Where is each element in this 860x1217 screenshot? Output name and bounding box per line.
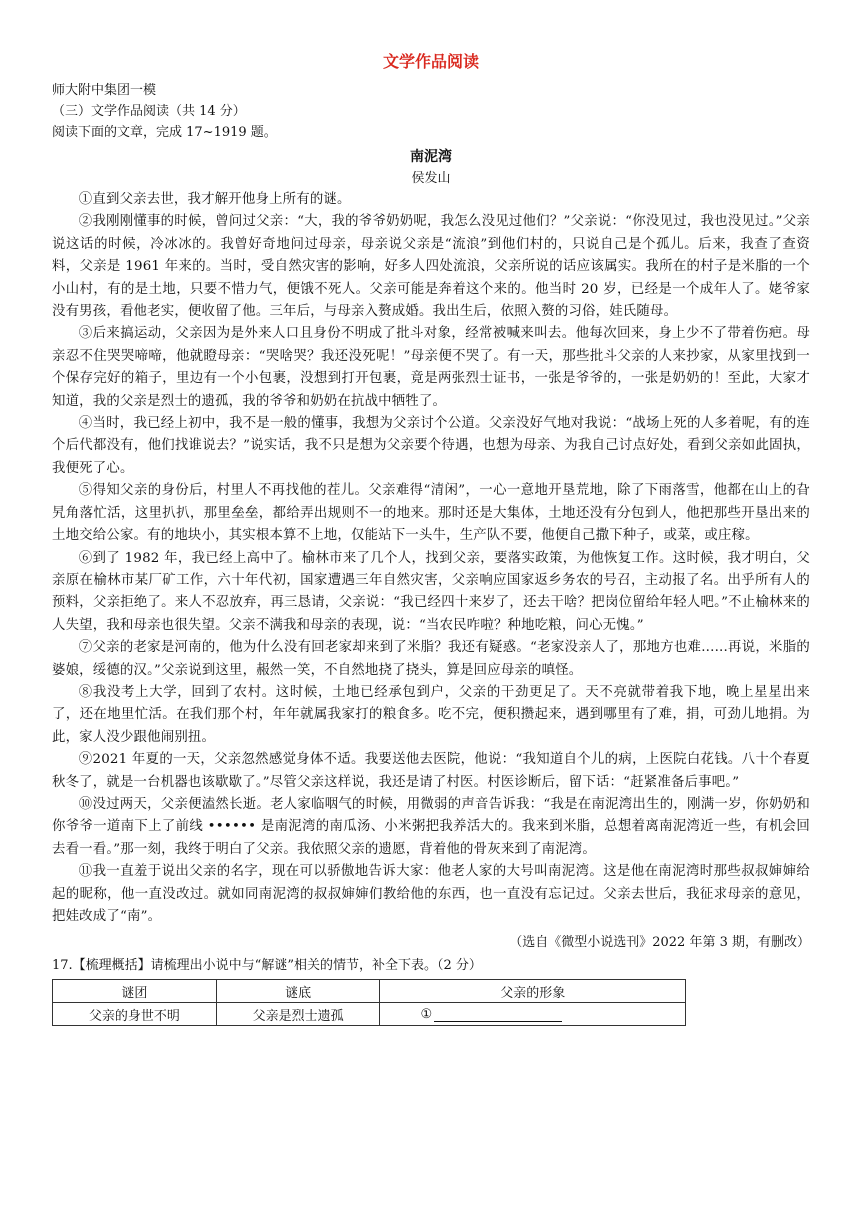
- table-header-cell: 父亲的形象: [380, 980, 686, 1003]
- paragraph-8: ⑧我没考上大学，回到了农村。这时候，土地已经承包到户，父亲的干劲更足了。天不亮就带着我下地，晚上星星出来了，还在地里忙活。在我们那个村，年年就属我家打的粮食多。吃不完，便积攒起来，遇到哪里有了难，捐，可劲儿地捐。为此，家人没少跟他闹别扭。: [52, 684, 810, 745]
- story-author: 侯发山: [411, 171, 451, 186]
- paragraph-9: ⑨2021 年夏的一天，父亲忽然感觉身体不适。我要送他去医院，他说：“我知道自个儿的病，上医院白花钱。八十个春夏秋冬了，就是一台机器也该歇歇了。”尽管父亲这样说，我还是请了村医。村医诊断后，留下话：“赶紧准备后事吧。”: [52, 752, 810, 790]
- instruction: 阅读下面的文章，完成 17~1919 题。: [52, 125, 277, 140]
- table-header-row: [53, 980, 686, 1003]
- paragraph-4: ④当时，我已经上初中，我不是一般的懂事，我想为父亲讨个公道。父亲没好气地对我说：“战场上死的人多着呢，有的连个后代都没有，他们找谁说去？”说实话，我不只是想为父亲要个待遇，也想为母亲、为我自己讨点好处，看到父亲如此固执，我便死了心。: [52, 416, 810, 476]
- page-title: 文学作品阅读: [382, 52, 479, 71]
- answer-blank-label: ①: [420, 1006, 433, 1022]
- story-body: [52, 189, 810, 928]
- table-cell: 父亲的身世不明: [53, 1003, 217, 1026]
- answer-table: [52, 979, 686, 1026]
- story-title: 南泥湾: [410, 149, 452, 165]
- answer-blank-line[interactable]: [434, 1007, 562, 1022]
- answer-blank-cell[interactable]: [380, 1003, 686, 1026]
- paragraph-3: ③后来搞运动，父亲因为是外来人口且身份不明成了批斗对象，经常被喊来叫去。他每次回来，身上少不了带着伤疤。母亲忍不住哭哭啼啼，他就瞪母亲：“哭啥哭？我还没死呢！”母亲便不哭了。有一天，那些批斗父亲的人来抄家，从家里找到一个保存完好的箱子，里边有一个小包裹，没想到打开包裹，竟是两张烈士证书，一张是爷爷的，一张是奶奶的！至此，大家才知道，我的父亲是烈士的遗孤，我的爷爷和奶奶在抗战中牺牲了。: [52, 326, 810, 409]
- paragraph-10: ⑩没过两天，父亲便溘然长逝。老人家临咽气的时候，用微弱的声音告诉我：“我是在南泥湾出生的，刚满一岁，你奶奶和你爷爷一道南下上了前线 •••••• 是南泥湾的南瓜汤、小米粥把我养活大的。我来到米脂，总想着离南泥湾近一些，有机会回去看一看。”那一刻，我终于明白了父亲。我依照父亲的遗愿，背着他的骨灰来到了南泥湾。: [52, 796, 810, 857]
- paragraph-7: ⑦父亲的老家是河南的，他为什么没有回老家却来到了米脂？我还有疑惑。“老家没亲人了，那地方也难......再说，米脂的婆娘，绥德的汉。”父亲说到这里，赧然一笑，不自然地挠了挠头，算是回应母亲的嗔怪。: [52, 640, 810, 678]
- paragraph-6: ⑥到了 1982 年，我已经上高中了。榆林市来了几个人，找到父亲，要落实政策，为他恢复工作。这时候，我才明白，父亲原在榆林市某厂矿工作，六十年代初，国家遭遇三年自然灾害，父亲响应国家返乡务农的号召，主动报了名。出乎所有人的预料，父亲拒绝了。来人不忍放弃，再三恳请，父亲说：“我已经四十来岁了，还去干啥？把岗位留给年轻人吧。”不止榆林来的人失望，我和母亲也很失望。父亲不满我和母亲的表现，说：“当农民咋啦？种地吃粮，问心无愧。”: [52, 550, 810, 633]
- exam-source: 师大附中集团一模: [52, 83, 157, 98]
- table-cell: 父亲是烈士遗孤: [216, 1003, 380, 1026]
- paragraph-2: ②我刚刚懂事的时候，曾问过父亲：“大，我的爷爷奶奶呢，我怎么没见过他们？”父亲说：“你没见过，我也没见过。”父亲说这话的时候，冷冰冰的。我曾好奇地问过母亲，母亲说父亲是“流浪”到他们村的，只说自己是个孤儿。后来，我查了查资料，父亲是 1961 年来的。当时，受自然灾害的影响，好多人四处流浪，父亲所说的话应该属实。我所在的村子是米脂的一个小山村，有的是土地，只要不惜力气，便饿不死人。父亲可能是奔着这个来的。他当时 20 岁，已经是一个成年人了。姥爷家没有男孩，看他老实，便收留了他。三年后，与母亲入赘成婚。我出生后，依照入赘的习俗，娃氏随母。: [52, 214, 810, 320]
- table-header-cell: 谜底: [216, 980, 380, 1003]
- paragraph-5: ⑤得知父亲的身份后，村里人不再找他的茬儿。父亲难得“清闲”，一心一意地开垦荒地，除了下雨落雪，他都在山上的旮旯角落忙活，这里扒扒，那里垒垒，都给弄出规则不一的地来。那时还是大集体，土地还没有分包到人，他把那些开垦出来的土地交给公家。有的地块小，其实根本算不上地，仅能站下一头牛，生产队不要，他便自己撒下种子，或菜，或庄稼。: [52, 483, 810, 544]
- question-17-prompt: 17.【梳理概括】请梳理出小说中与“解谜”相关的情节，补全下表。（2 分）: [52, 958, 482, 974]
- source-note: （选自《微型小说选刊》2022 年第 3 期，有删改）: [509, 935, 810, 951]
- document-page: [52, 50, 810, 1026]
- section-heading: （三）文学作品阅读（共 14 分）: [52, 104, 246, 119]
- paragraph-1: ①直到父亲去世，我才解开他身上所有的谜。: [78, 192, 351, 207]
- paragraph-11: ⑪我一直羞于说出父亲的名字，现在可以骄傲地告诉大家：他老人家的大号叫南泥湾。这是他在南泥湾时那些叔叔婶婶给起的昵称，他一直没改过。就如同南泥湾的叔叔婶婶们教给他的东西，也一直没有忘记过。父亲去世后，我征求母亲的意见，把娃改成了“南”。: [52, 864, 810, 924]
- table-row: [53, 1003, 686, 1026]
- table-header-cell: 谜团: [53, 980, 217, 1003]
